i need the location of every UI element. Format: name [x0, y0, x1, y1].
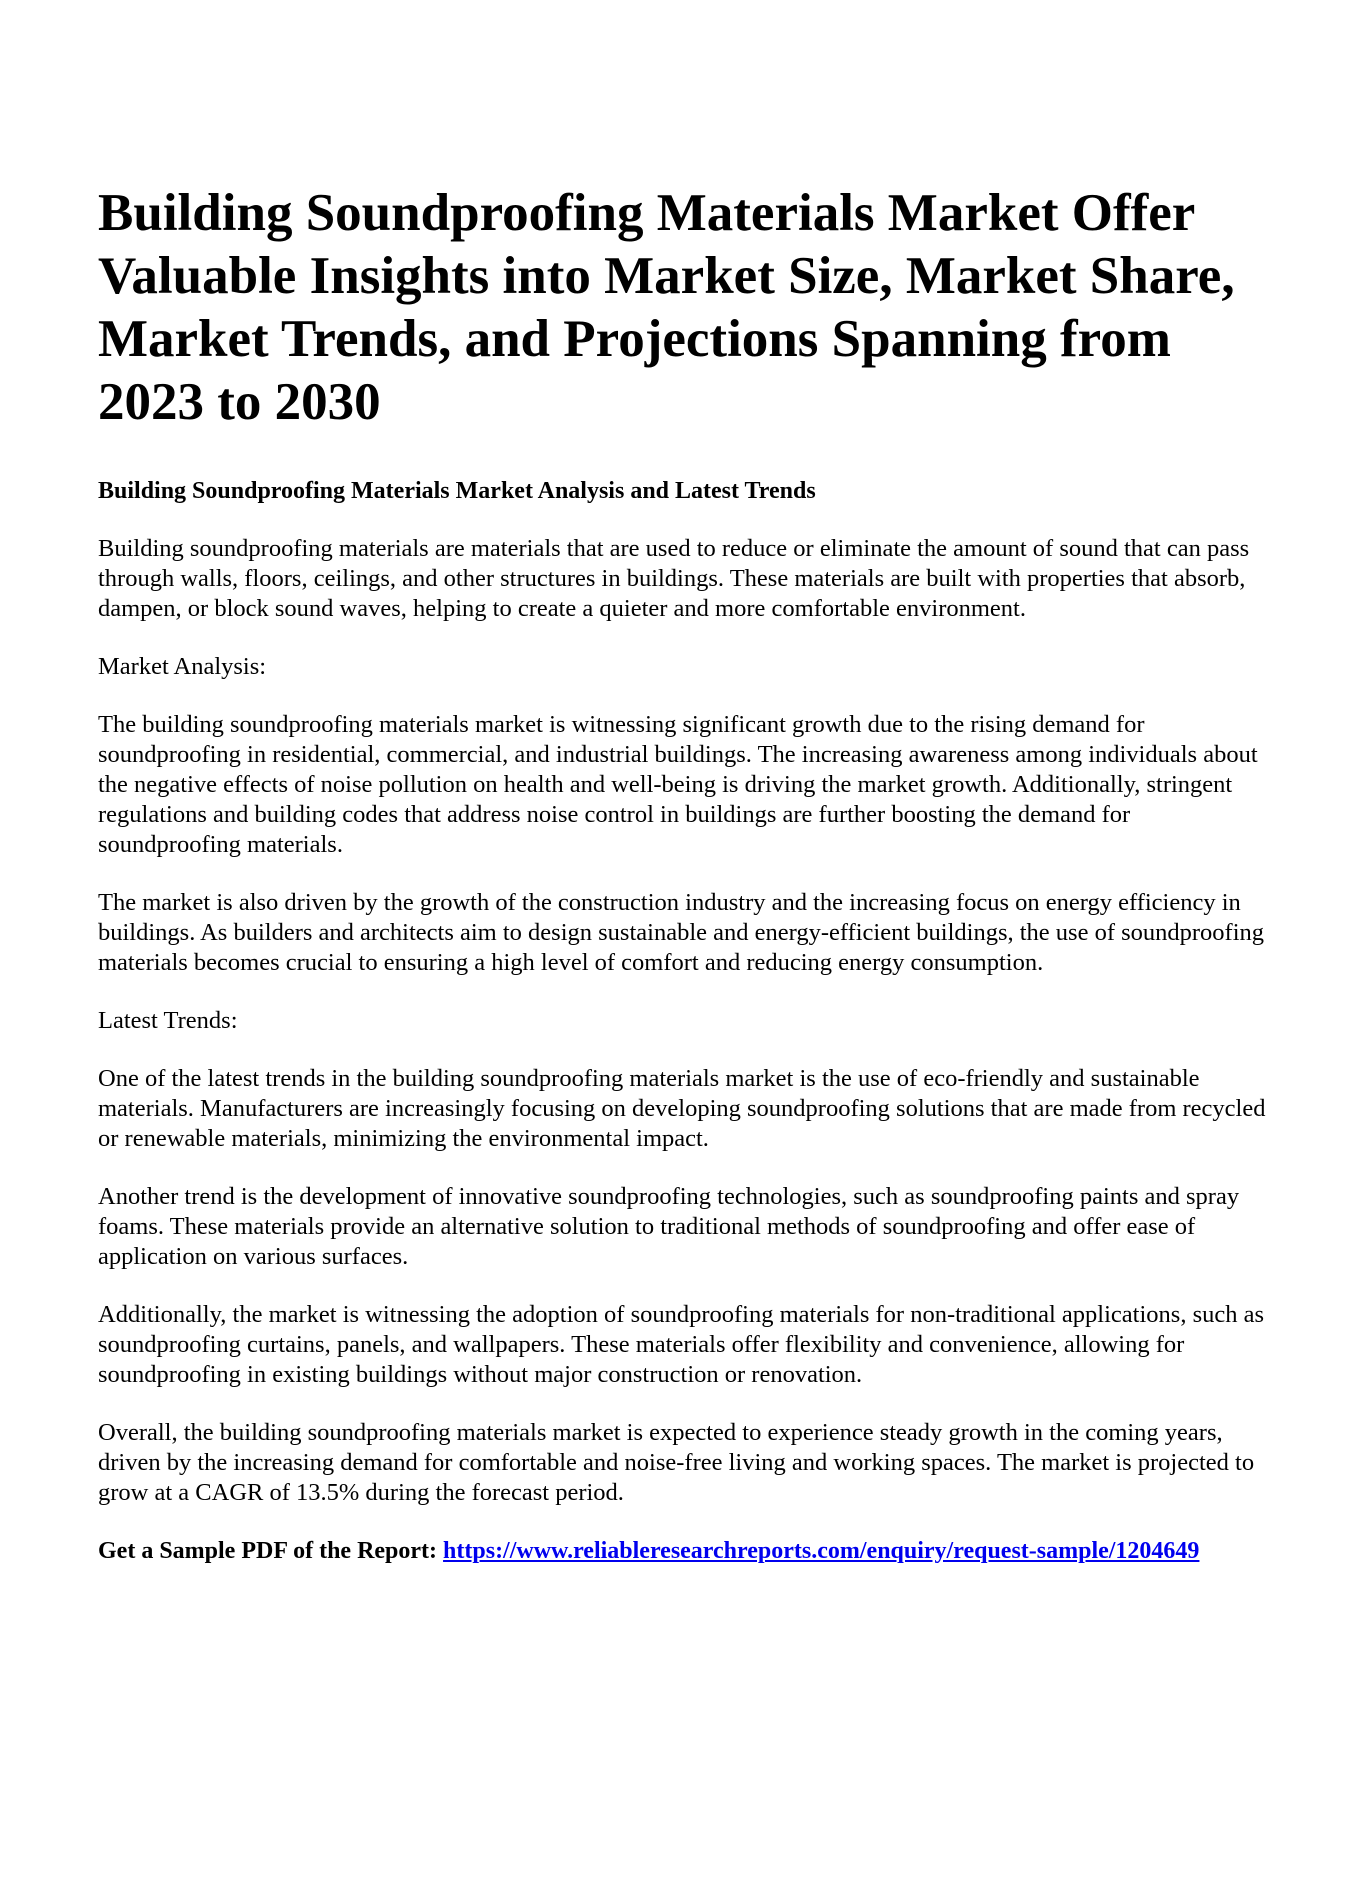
- latest-trends-paragraph-2: Another trend is the development of innovative soundproofing technologies, such as soundproofing paints and spray foams. These materials provide an alternative solution to traditional methods of soundproofing and offer ease of application on various surfaces.: [98, 1183, 1240, 1270]
- document-page: [98, 182, 1268, 1566]
- section-heading: Building Soundproofing Materials Market Analysis and Latest Trends: [98, 478, 816, 504]
- intro-paragraph: Building soundproofing materials are materials that are used to reduce or eliminate the amount of sound that can pass through walls, floors, ceilings, and other structures in buildings. These materials are built with properties that absorb, dampen, or block sound waves, helping to create a quieter and more comfortable environment.: [98, 535, 1250, 622]
- latest-trends-paragraph-4: Overall, the building soundproofing materials market is expected to experience steady growth in the coming years, driven by the increasing demand for comfortable and noise-free living and working spaces. The market is projected to grow at a CAGR of 13.5% during the forecast period.: [98, 1419, 1255, 1506]
- market-analysis-paragraph-1: The building soundproofing materials market is witnessing significant growth due to the rising demand for soundproofing in residential, commercial, and industrial buildings. The increasing awareness among individuals about the negative effects of noise pollution on health and well-being is driving the market growth. Additionally, stringent regulations and building codes that address noise control in buildings are further boosting the demand for soundproofing materials.: [98, 711, 1258, 858]
- sample-pdf-callout: [98, 1536, 1268, 1566]
- document-title: Building Soundproofing Materials Market Offer Valuable Insights into Market Size, Market Share, Market Trends, and Projections Spanning from 2023 to 2030: [98, 184, 1235, 431]
- latest-trends-paragraph-3: Additionally, the market is witnessing the adoption of soundproofing materials for non-traditional applications, such as soundproofing curtains, panels, and wallpapers. These materials offer flexibility and convenience, allowing for soundproofing in existing buildings without major construction or renovation.: [98, 1301, 1265, 1388]
- sample-pdf-label: Get a Sample PDF of the Report:: [98, 1538, 444, 1564]
- latest-trends-paragraph-1: One of the latest trends in the building soundproofing materials market is the use of eco-friendly and sustainable materials. Manufacturers are increasingly focusing on developing soundproofing solutions that are made from recycled or renewable materials, minimizing the environmental impact.: [98, 1065, 1266, 1152]
- market-analysis-label: Market Analysis:: [98, 653, 267, 680]
- sample-pdf-link[interactable]: https://www.reliableresearchreports.com/enquiry/request-sample/1204649: [443, 1538, 1200, 1564]
- market-analysis-paragraph-2: The market is also driven by the growth of the construction industry and the increasing focus on energy efficiency in buildings. As builders and architects aim to design sustainable and energy-efficient buildings, the use of soundproofing materials becomes crucial to ensuring a high level of comfort and reducing energy consumption.: [98, 889, 1265, 976]
- latest-trends-label: Latest Trends:: [98, 1007, 238, 1034]
